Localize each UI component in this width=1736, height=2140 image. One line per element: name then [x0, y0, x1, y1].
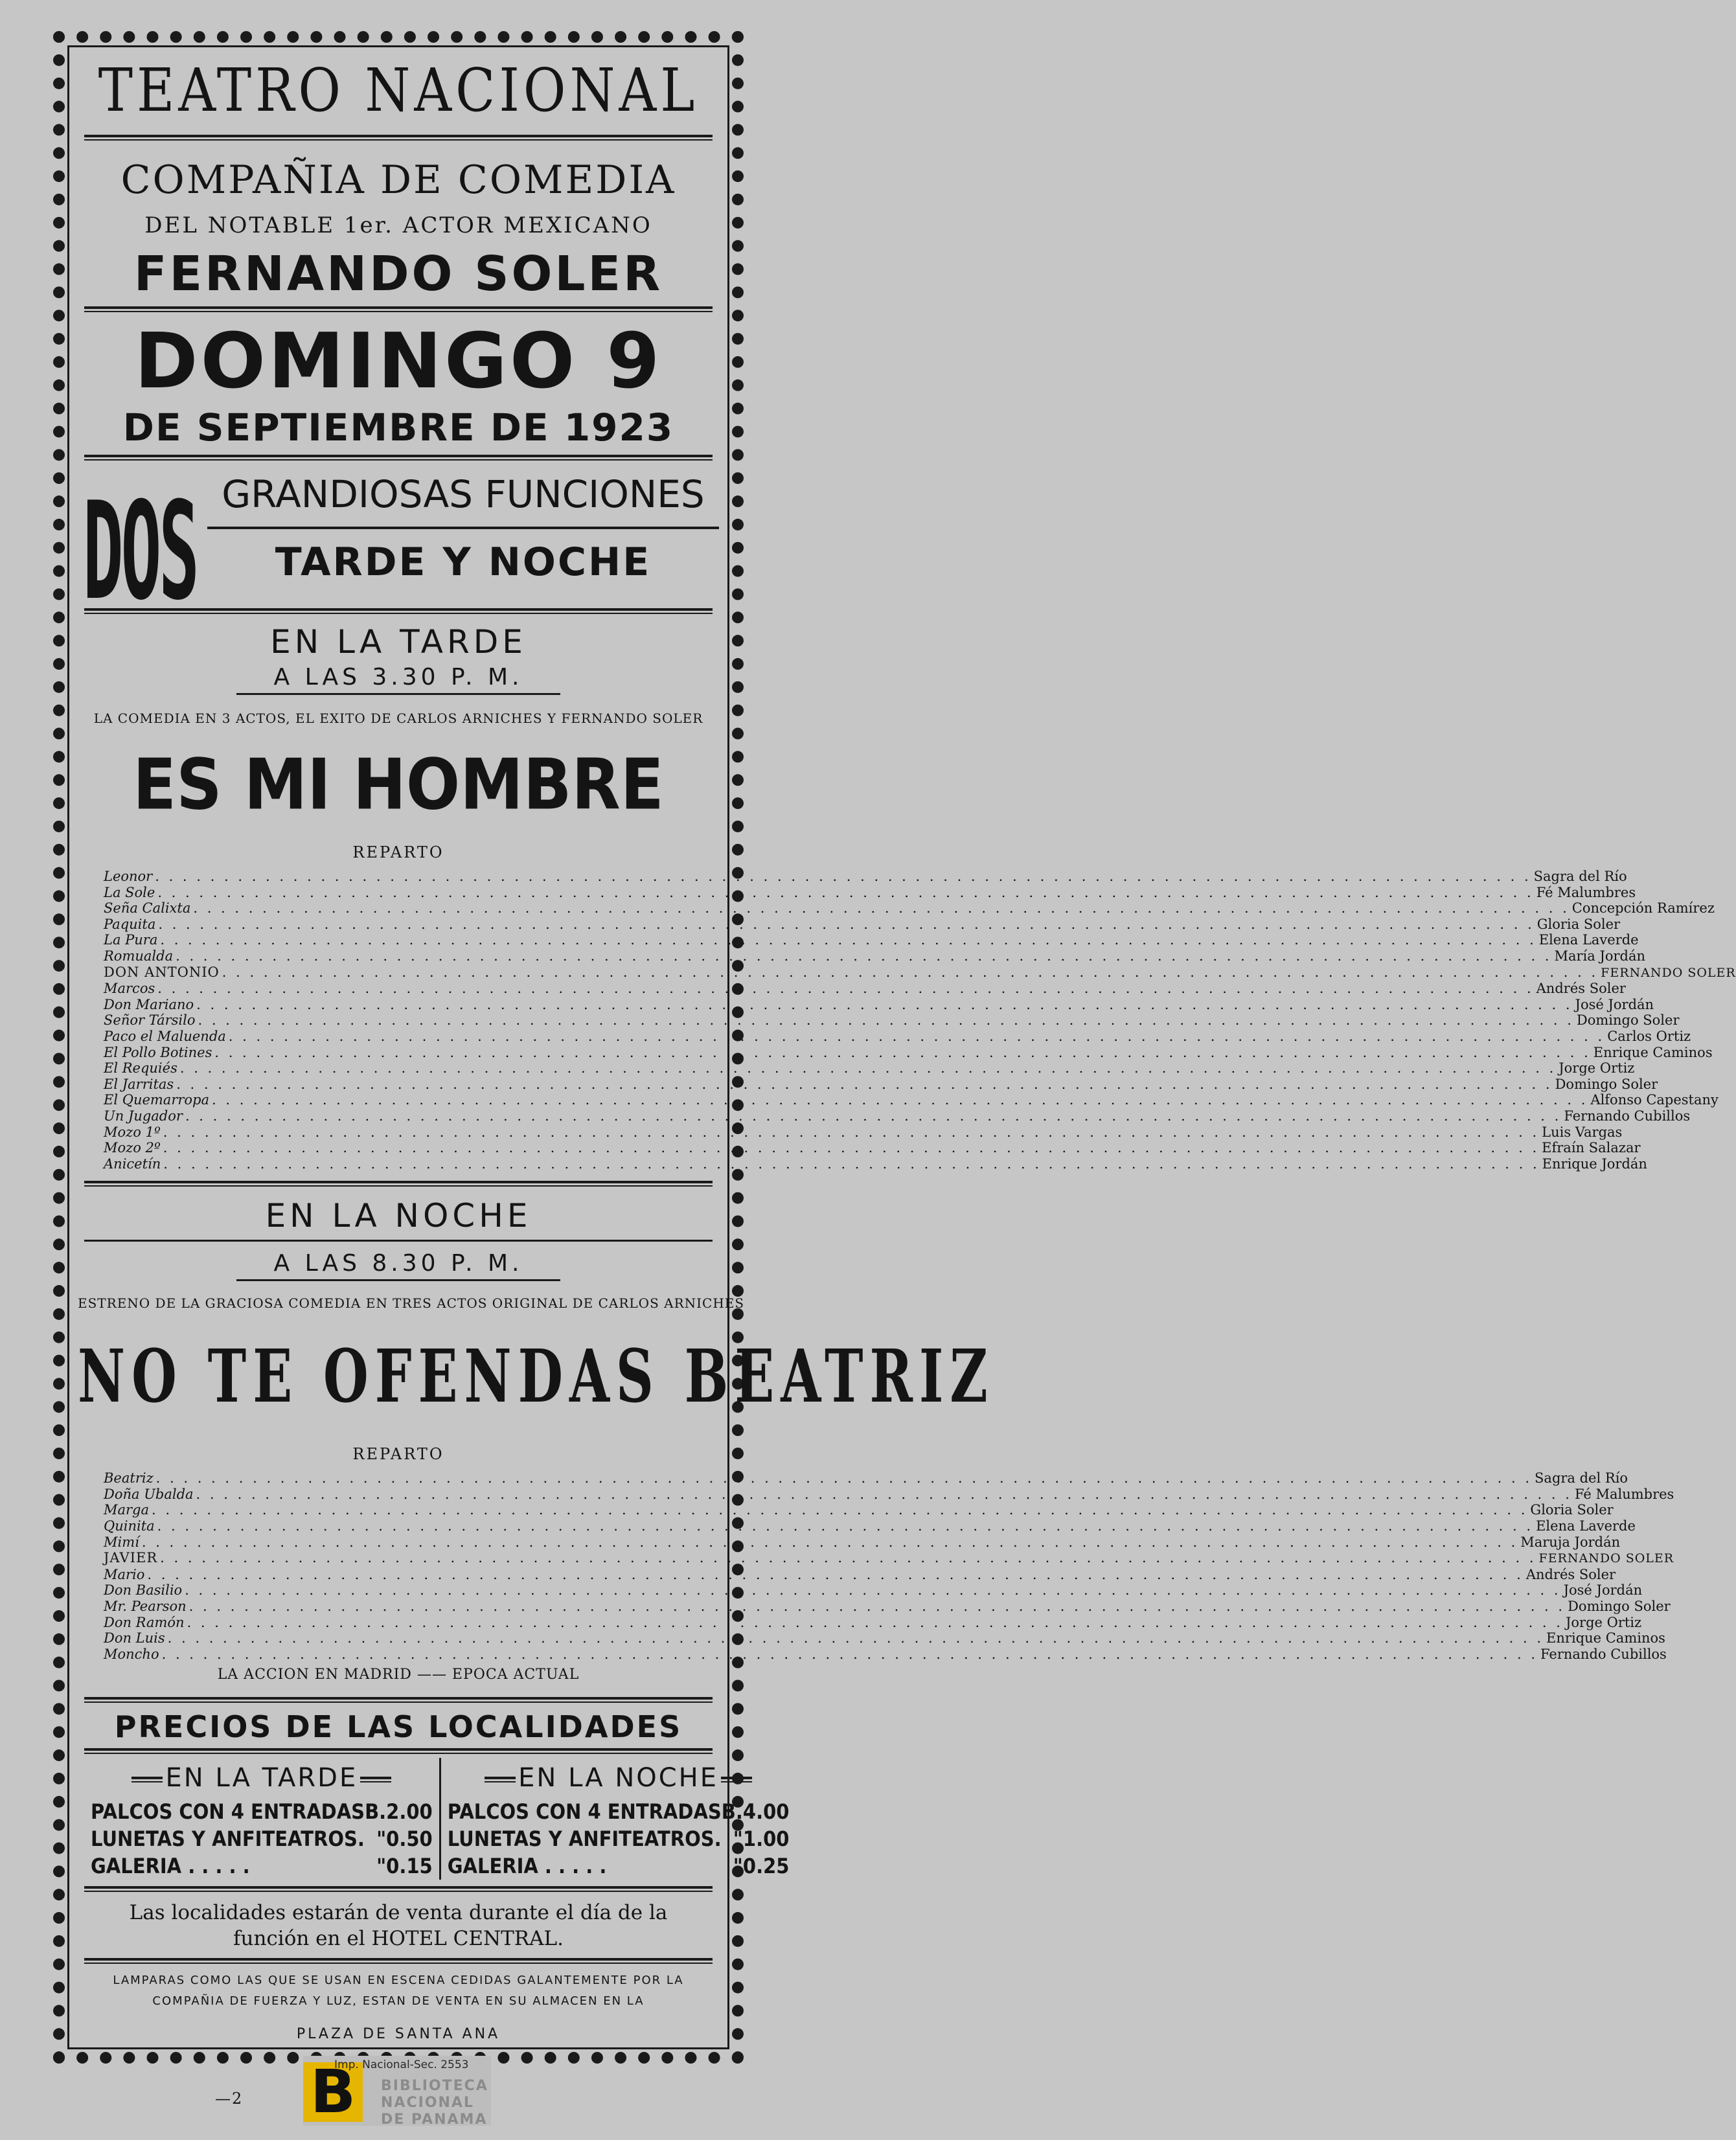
dot-leader	[185, 1108, 1561, 1124]
price-value: "0.25	[733, 1854, 790, 1879]
plaza: PLAZA DE SANTA ANA	[296, 2026, 501, 2043]
cast-row	[104, 1140, 1641, 1156]
afternoon-play-title: ES MI HOMBRE	[133, 744, 664, 826]
cast-row	[104, 948, 1646, 964]
evening-cast-list	[104, 1470, 1674, 1662]
evening-time: A LAS 8.30 P. M.	[273, 1250, 523, 1277]
cast-row	[104, 1124, 1623, 1141]
dot-leader	[156, 1470, 1532, 1486]
afternoon-intro: LA COMEDIA EN 3 ACTOS, EL EXITO DE CARLOS ARNICHES Y FERNANDO SOLER	[93, 711, 703, 726]
dot-leader	[193, 900, 1569, 916]
theater-title: TEATRO NACIONAL	[98, 55, 699, 125]
divider	[84, 1748, 713, 1754]
cast-role: Moncho	[104, 1646, 159, 1662]
library-stamp	[303, 2056, 491, 2126]
functions-line1: GRANDIOSAS FUNCIONES	[222, 472, 705, 516]
cast-row	[104, 964, 1736, 981]
cast-actor: Enrique Jordán	[1542, 1155, 1647, 1172]
poster	[78, 52, 1736, 2051]
stamp-line2: NACIONAL	[381, 2095, 474, 2111]
price-value: "0.50	[376, 1827, 433, 1852]
cast-actor: Concepción Ramírez	[1571, 900, 1715, 916]
cast-actor: Andrés Soler	[1525, 1566, 1616, 1582]
dot-leader	[163, 1156, 1539, 1172]
dot-leader	[214, 1045, 1590, 1061]
cast-actor: FERNANDO SOLER	[1601, 965, 1736, 980]
heading-bar	[131, 1777, 163, 1782]
dot-leader	[162, 1646, 1538, 1663]
cast-role: La Pura	[104, 932, 158, 948]
stamp-line3: DE PANAMA	[381, 2112, 488, 2128]
dot-leader	[176, 948, 1551, 964]
prices-noche	[441, 1758, 796, 1880]
cast-actor: Alfonso Capestany	[1590, 1092, 1719, 1108]
cast-row	[104, 1550, 1674, 1567]
price-label: PALCOS CON 4 ENTRADAS	[91, 1799, 365, 1825]
price-label: GALERIA . . . . .	[91, 1854, 250, 1879]
ticket-sale-note: Las localidades estarán de venta durante el día de la función en el HOTEL CENTRAL.	[129, 1901, 668, 1951]
cast-row	[104, 1502, 1614, 1518]
divider	[236, 693, 560, 695]
cast-role: JAVIER	[104, 1550, 158, 1566]
dot-leader	[157, 1518, 1533, 1534]
prices-heading: PRECIOS DE LAS LOCALIDADES	[114, 1709, 683, 1745]
printer-line: Imp. Nacional-Sec. 2553	[334, 2058, 469, 2071]
cast-actor: Luis Vargas	[1542, 1124, 1623, 1140]
prices-tarde-label: EN LA TARDE	[165, 1763, 358, 1793]
cast-actor: FERNANDO SOLER	[1538, 1551, 1674, 1566]
dot-leader	[185, 1582, 1560, 1599]
cast-role: DON ANTONIO	[104, 964, 220, 980]
cast-row	[104, 1028, 1691, 1045]
evening-intro: ESTRENO DE LA GRACIOSA COMEDIA EN TRES ACTOS ORIGINAL DE CARLOS ARNICHES	[78, 1295, 745, 1312]
cast-row	[104, 1012, 1680, 1029]
cast-actor: Enrique Caminos	[1593, 1044, 1713, 1060]
heading-bar	[360, 1777, 391, 1782]
cast-role: Marcos	[104, 981, 155, 997]
cast-row	[104, 932, 1639, 948]
cast-role: El Quemarropa	[104, 1092, 210, 1108]
cast-actor: Fé Malumbres	[1574, 1486, 1674, 1502]
cast-row	[104, 1646, 1667, 1663]
cast-row	[104, 916, 1621, 933]
afternoon-reparto: REPARTO	[352, 843, 444, 861]
price-value: B.2.00	[365, 1799, 433, 1825]
stamp-line1: BIBLIOTECA	[381, 2078, 488, 2094]
price-row	[448, 1824, 790, 1854]
cast-role: Paco el Maluenda	[104, 1028, 226, 1044]
price-label: LUNETAS Y ANFITEATROS.	[91, 1827, 365, 1852]
divider	[84, 455, 713, 461]
dot-leader	[163, 1124, 1539, 1141]
divider	[84, 135, 713, 141]
cast-actor: Maruja Jordán	[1520, 1534, 1621, 1550]
prices-tarde-rows	[91, 1798, 433, 1880]
prices-noche-label: EN LA NOCHE	[518, 1763, 719, 1793]
functions-block	[78, 466, 719, 630]
lamps-note: LAMPARAS COMO LAS QUE SE USAN EN ESCENA CEDIDAS GALANTEMENTE POR LA COMPAÑIA DE FUERZA Y LUZ, ESTAN DE VENTA EN SU ALMACEN EN LA	[113, 1974, 684, 2009]
cast-role: Mario	[104, 1566, 145, 1582]
cast-role: Paquita	[104, 916, 156, 932]
cast-row	[104, 1060, 1635, 1076]
afternoon-cast-list	[104, 869, 1736, 1172]
price-row	[91, 1824, 433, 1854]
heading-bar	[721, 1777, 752, 1782]
dot-leader	[196, 1486, 1572, 1503]
cast-role: El Jarritas	[104, 1076, 174, 1092]
cast-row	[104, 869, 1627, 885]
dot-leader	[147, 1567, 1523, 1583]
cast-actor: Efraín Salazar	[1542, 1140, 1641, 1156]
cast-actor: Elena Laverde	[1538, 932, 1639, 948]
price-row	[91, 1797, 433, 1827]
cast-actor: Domingo Soler	[1568, 1599, 1671, 1615]
cast-row	[104, 981, 1626, 997]
cast-row	[104, 1155, 1647, 1172]
prices-tarde-heading	[91, 1758, 433, 1798]
cast-role: Leonor	[104, 869, 153, 884]
dot-leader	[187, 1615, 1563, 1631]
cast-row	[104, 1566, 1616, 1583]
dot-leader	[142, 1534, 1518, 1551]
subtitle: DEL NOTABLE 1er. ACTOR MEXICANO	[144, 212, 652, 238]
cast-role: Beatriz	[104, 1470, 154, 1486]
afternoon-time: A LAS 3.30 P. M.	[273, 664, 523, 690]
evening-play-title: NO TE OFENDAS BEATRIZ	[78, 1334, 994, 1420]
price-label: PALCOS CON 4 ENTRADAS	[447, 1799, 722, 1825]
dot-leader	[155, 869, 1531, 885]
evening-setting: LA ACCION EN MADRID —— EPOCA ACTUAL	[217, 1667, 580, 1683]
cast-row	[104, 1614, 1642, 1631]
cast-role: Mozo 2º	[104, 1140, 161, 1156]
price-value: "0.15	[376, 1854, 433, 1879]
afternoon-heading: EN LA TARDE	[270, 623, 527, 661]
cast-row	[104, 1044, 1713, 1061]
price-row	[448, 1797, 790, 1827]
prices-noche-heading	[448, 1758, 790, 1798]
cast-row	[104, 1108, 1691, 1124]
prices-tarde	[84, 1758, 441, 1880]
cast-role: Don Basilio	[104, 1582, 183, 1599]
cast-actor: Jorge Ortiz	[1565, 1614, 1642, 1630]
dot-leader	[196, 997, 1572, 1013]
divider	[236, 1279, 560, 1281]
dot-leader	[229, 1029, 1605, 1045]
dot-leader	[168, 1630, 1544, 1646]
dot-leader	[160, 932, 1536, 948]
cast-actor: Fernando Cubillos	[1564, 1108, 1691, 1124]
cast-role: Un Jugador	[104, 1108, 183, 1124]
cast-actor: Sagra del Río	[1535, 1470, 1628, 1486]
cast-actor: Domingo Soler	[1555, 1076, 1658, 1092]
cast-actor: Fernando Cubillos	[1540, 1646, 1667, 1662]
cast-actor: Andrés Soler	[1536, 981, 1626, 997]
divider	[84, 1886, 713, 1892]
cast-role: Doña Ubalda	[104, 1486, 194, 1502]
cast-role: El Pollo Botines	[104, 1044, 212, 1060]
cast-role: Don Mariano	[104, 996, 194, 1012]
stamp-text	[381, 2078, 488, 2128]
stamp-logo: B	[303, 2062, 363, 2122]
cast-actor: Fé Malumbres	[1536, 884, 1636, 900]
cast-role: Mimí	[104, 1534, 139, 1550]
dot-leader	[212, 1092, 1588, 1108]
dot-leader	[176, 1076, 1552, 1093]
dot-leader	[180, 1060, 1556, 1076]
dot-leader	[189, 1599, 1565, 1615]
cast-role: Señor Társilo	[104, 1012, 196, 1029]
divider	[84, 1181, 713, 1187]
dot-leader	[163, 1140, 1539, 1156]
evening-reparto: REPARTO	[352, 1445, 444, 1464]
cast-actor: Gloria Soler	[1530, 1502, 1614, 1518]
cast-role: Mozo 1º	[104, 1124, 161, 1140]
divider	[84, 1240, 713, 1242]
cast-actor: José Jordán	[1563, 1582, 1643, 1599]
cast-row	[104, 1630, 1665, 1646]
company-name: COMPAÑIA DE COMEDIA	[120, 157, 676, 203]
cast-row	[104, 884, 1636, 901]
dot-leader	[152, 1502, 1527, 1518]
dot-leader	[222, 964, 1598, 981]
cast-row	[104, 1076, 1658, 1093]
price-label: LUNETAS Y ANFITEATROS.	[447, 1827, 722, 1852]
cast-role: Mr. Pearson	[104, 1599, 187, 1615]
price-value: B.4.00	[721, 1799, 790, 1825]
cast-role: Marga	[104, 1502, 150, 1518]
cast-row	[104, 1470, 1628, 1486]
divider	[84, 1958, 713, 1964]
cast-actor: Sagra del Río	[1533, 869, 1627, 884]
price-value: "1.00	[733, 1827, 790, 1852]
dot-leader	[160, 1550, 1536, 1566]
cast-role: La Sole	[104, 884, 155, 900]
cast-row	[104, 1582, 1643, 1599]
cast-actor: Carlos Ortiz	[1607, 1028, 1691, 1044]
page-mark: —2	[215, 2089, 244, 2108]
lead-actor: FERNANDO SOLER	[133, 246, 663, 302]
cast-actor: Gloria Soler	[1536, 916, 1621, 932]
price-label: GALERIA . . . . .	[447, 1854, 607, 1879]
prices-table	[84, 1758, 790, 1880]
evening-heading: EN LA NOCHE	[265, 1197, 532, 1235]
cast-role: Romualda	[104, 948, 174, 964]
divider	[207, 527, 719, 529]
cast-role: Don Luis	[104, 1630, 165, 1646]
cast-role: El Requiés	[104, 1060, 177, 1076]
cast-actor: Enrique Caminos	[1546, 1630, 1665, 1646]
cast-actor: Domingo Soler	[1576, 1012, 1680, 1029]
cast-role: Quinita	[104, 1518, 155, 1534]
date-day: DOMINGO 9	[134, 316, 663, 405]
date-rest: DE SEPTIEMBRE DE 1923	[122, 405, 674, 450]
functions-line2: TARDE Y NOCHE	[275, 540, 652, 585]
prices-noche-rows	[448, 1798, 790, 1880]
heading-bar	[485, 1777, 516, 1782]
price-row	[448, 1851, 790, 1881]
dot-leader	[157, 885, 1533, 901]
dot-leader	[157, 981, 1533, 997]
cast-role: Seña Calixta	[104, 900, 191, 916]
divider	[84, 1697, 713, 1703]
cast-row	[104, 1534, 1621, 1551]
dos-label: DOS	[83, 472, 197, 630]
cast-row	[104, 900, 1715, 916]
cast-row	[104, 1092, 1719, 1108]
cast-row	[104, 996, 1654, 1013]
cast-actor: Jorge Ortiz	[1559, 1060, 1635, 1076]
cast-actor: Elena Laverde	[1536, 1518, 1636, 1534]
cast-actor: María Jordán	[1554, 948, 1646, 964]
cast-row	[104, 1486, 1674, 1503]
price-row	[91, 1851, 433, 1881]
cast-row	[104, 1518, 1636, 1534]
cast-actor: José Jordán	[1575, 996, 1654, 1012]
cast-role: Don Ramón	[104, 1614, 185, 1630]
cast-role: Anicetín	[104, 1155, 161, 1172]
divider	[84, 306, 713, 312]
cast-row	[104, 1599, 1671, 1615]
dot-leader	[198, 1012, 1573, 1029]
dot-leader	[158, 916, 1534, 933]
